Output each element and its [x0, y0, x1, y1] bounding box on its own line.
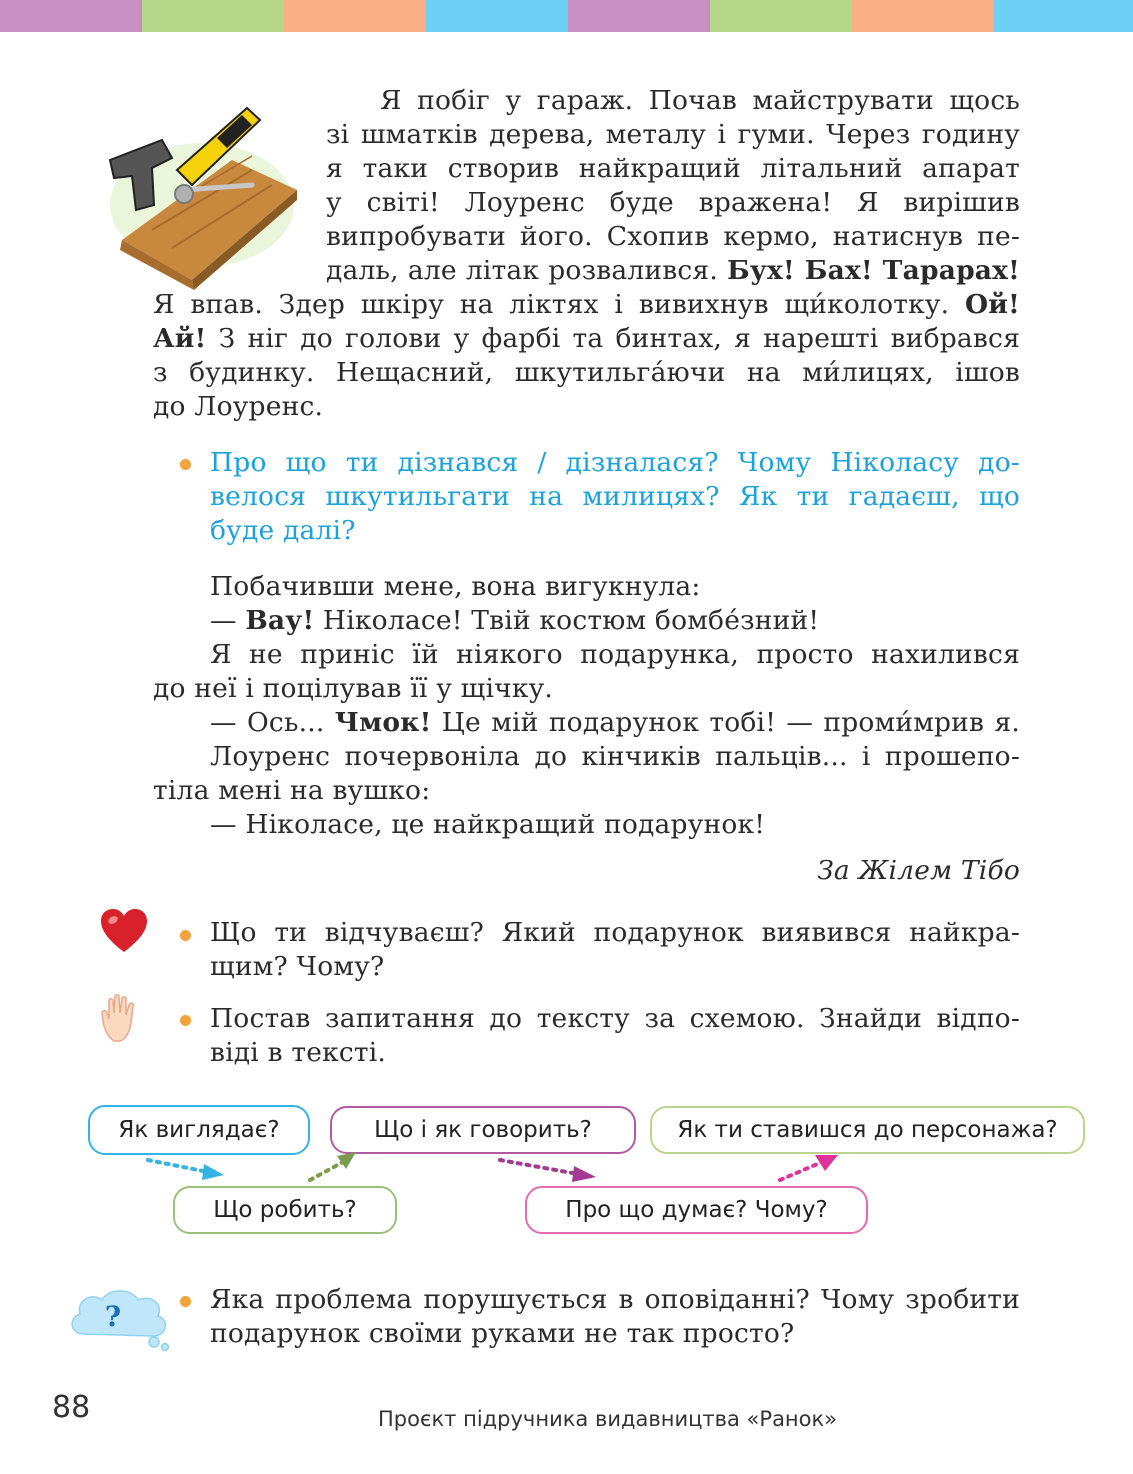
question-line: Що ти відчуваєш? Який подарунок виявився найкра- [210, 917, 1020, 948]
heart-icon [100, 908, 148, 954]
question-cloud-icon [66, 1286, 176, 1352]
story-line: Лоуренс почервоніла до кінчиків пальців... і прошепо- [210, 741, 1020, 772]
story-line: Я не приніс їй ніякого подарунка, просто нахилився [210, 639, 1020, 670]
story-line: до Лоуренс. [153, 391, 324, 422]
question-line: Про що ти дізнався / дізналася? Чому Ніколасу до- [210, 447, 1020, 478]
header-stripe [994, 0, 1133, 32]
orange-bullet-icon [180, 930, 191, 941]
story-line: Я побіг у гараж. Почав майструвати щось [380, 85, 1020, 116]
dotted-arrow-icon [780, 1155, 838, 1180]
story-line: даль, але літак розвалився. Бух! Бах! Тарарах! [326, 255, 1021, 286]
story-line: — Вау! Ніколасе! Твій костюм бомбе́зний! [210, 605, 820, 636]
author-attribution: За Жілем Тібо [817, 855, 1020, 886]
question-line: велося шкутильгати на милицях? Як ти гадаєш, що [210, 481, 1020, 512]
scheme-bubble-speech: Що і як говорить? [330, 1106, 636, 1154]
story-line: — Ніколасе, це найкращий подарунок! [210, 809, 766, 840]
scheme-arrows [0, 1140, 1133, 1200]
story-line: Побачивши мене, вона вигукнула: [210, 571, 701, 602]
footer-text: Проєкт підручника видавництва «Ранок» [378, 1407, 838, 1431]
header-stripe [852, 0, 994, 32]
story-line: зі шматків дерева, металу і гуми. Через годину [326, 119, 1020, 150]
header-stripe [284, 0, 426, 32]
story-line: до неї і поцілував її у щічку. [153, 673, 554, 704]
header-stripe [426, 0, 568, 32]
hand-icon [100, 993, 146, 1043]
header-stripe [0, 0, 142, 32]
story-line: випробувати його. Схопив кермо, натиснув пе- [326, 221, 1020, 252]
story-line: у світі! Лоуренс буде вражена! Я вирішив [326, 187, 1020, 218]
header-stripe [710, 0, 852, 32]
orange-bullet-icon [180, 1296, 191, 1307]
question-line: щим? Чому? [210, 951, 385, 982]
story-line: тіла мені на вушко: [153, 775, 431, 806]
story-line: — Ось... Чмок! Це мій подарунок тобі! — проми́мрив я. [210, 707, 1020, 738]
scheme-bubble-actions: Що робить? [173, 1186, 397, 1234]
story-line: я таки створив найкращий літальний апарат [326, 153, 1020, 184]
scheme-bubble-appearance: Як виглядає? [88, 1105, 310, 1155]
question-line: буде далі? [210, 515, 356, 546]
dotted-arrow-icon [500, 1160, 596, 1182]
header-stripe [142, 0, 284, 32]
story-line: з будинку. Нещасний, шкутильга́ючи на ми́лицях, ішов [153, 357, 1020, 388]
hammer-on-board-illustration [92, 90, 312, 290]
story-line: Я впав. Здер шкіру на ліктях і вивихнув щи́колотку. Ой! [153, 289, 1020, 320]
question-line: Яка проблема порушується в оповіданні? Чому зробити [210, 1284, 1020, 1315]
dotted-arrow-icon [148, 1160, 224, 1180]
question-line: Постав запитання до тексту за схемою. Знайди відпо- [210, 1003, 1020, 1034]
question-mark: ? [104, 1300, 122, 1333]
header-stripe [568, 0, 710, 32]
page-number: 88 [52, 1390, 91, 1425]
orange-bullet-icon [180, 1015, 191, 1026]
dotted-arrow-icon [310, 1152, 356, 1180]
question-line: віді в тексті. [210, 1037, 387, 1068]
story-line: Ай! З ніг до голови у фарбі та бинтах, я нарешті вибрався [153, 323, 1020, 354]
question-line: подарунок своїми руками не так просто? [210, 1318, 795, 1349]
scheme-bubble-thoughts: Про що думає? Чому? [525, 1186, 868, 1234]
scheme-bubble-attitude: Як ти ставишся до персонажа? [650, 1106, 1085, 1154]
orange-bullet-icon [180, 459, 191, 470]
